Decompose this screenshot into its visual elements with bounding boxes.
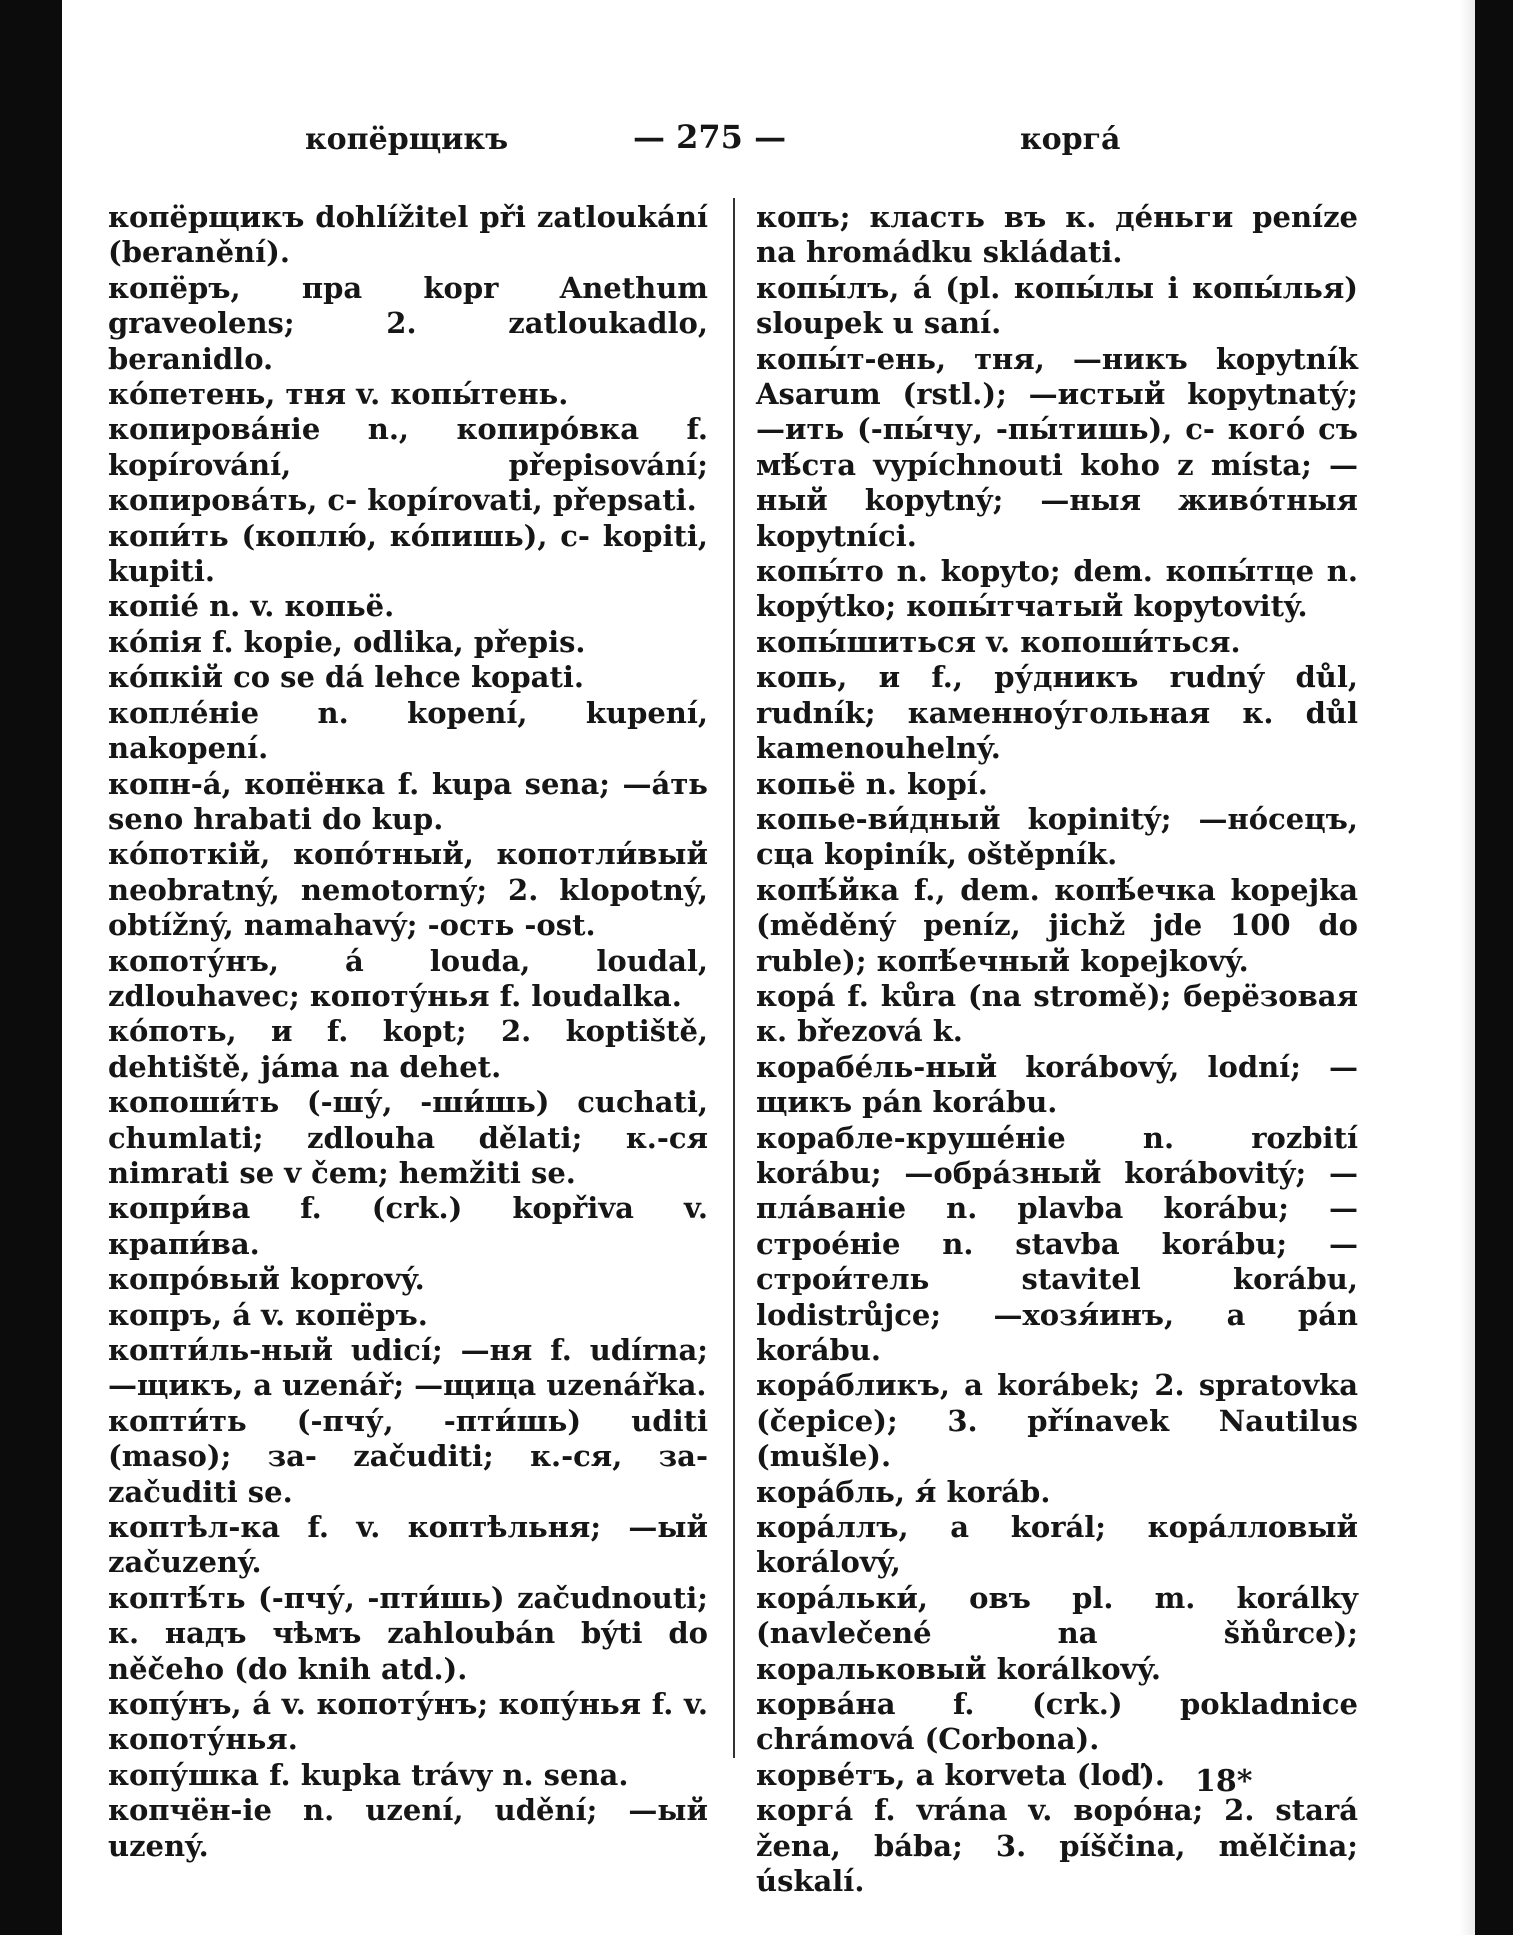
dictionary-entry: копу́нъ, á v. копоту́нъ; копу́нья f. v. копоту́нья. bbox=[108, 1687, 708, 1757]
dictionary-entry: копы́т-ень, тня, —никъ kopytník Asarum (rstl.); —истый kopytnatý; —ить (-пы́чу, -пы́тишь), с- когó съ мѣ́ста vypíchnouti koho z místa; —ный kopytný; —ныя живóтныя kopytníci. bbox=[756, 341, 1358, 553]
dictionary-entry: корабле-крушéніе n. rozbití korábu; —обрáзный korábovitý; —плáваніе n. plavba korábu; —строéніе n. stavba korábu; —строи́тель stavitel korábu, lodistrůjce; —хозя́инъ, a pán korábu. bbox=[756, 1120, 1358, 1367]
column-divider bbox=[733, 198, 735, 1758]
printer-signature-mark: 18* bbox=[1195, 1764, 1253, 1799]
dictionary-entry: копчён-іе n. uzení, udění; —ый uzený. bbox=[108, 1793, 708, 1863]
page-number: — 275 — bbox=[633, 118, 787, 156]
dictionary-entry: коптѣ́ть (-пчу́, -пти́шь) začudnouti; к. надъ чѣмъ zahloubán býti do něčeho (do knih atd.). bbox=[108, 1580, 708, 1686]
dictionary-entry: копу́шка f. kupka trávy n. sena. bbox=[108, 1757, 629, 1792]
dictionary-entry: копье-ви́дный kopinitý; —нóсецъ, сца kopiník, oštěpník. bbox=[756, 801, 1358, 872]
dictionary-entry: копёрщикъ dohlížitel při zatloukání (beranění). bbox=[108, 200, 708, 270]
dictionary-entry: копѣ́йка f., dem. копѣ́ечка kopejka (měděný peníz, jichž jde 100 do ruble); копѣ́ечный kopejkový. bbox=[756, 872, 1358, 978]
dictionary-entry: копь, и f., ру́дникъ rudný důl, rudník; каменноу́гольная к. důl kamenouhelný. bbox=[756, 660, 1358, 766]
dictionary-entry: копьё n. kopí. bbox=[756, 766, 988, 801]
dictionary-entry: копы́то n. kopyto; dem. копы́тце n. kopýtko; копы́тчатый kopytovitý. bbox=[756, 554, 1358, 624]
dictionary-entry: копы́лъ, á (pl. копы́лы i копы́лья) sloupek u saní. bbox=[756, 270, 1358, 341]
dictionary-entry: копъ; класть въ к. дéньги peníze na hromádku skládati. bbox=[756, 200, 1358, 270]
dictionary-entry: корвáна f. (crk.) pokladnice chrámová (Corbona). bbox=[756, 1687, 1358, 1757]
dictionary-entry: корáбль, я́ koráb. bbox=[756, 1474, 1051, 1509]
dictionary-entry: кóпоть, и f. kopt; 2. koptiště, dehtiště, jáma na dehet. bbox=[108, 1014, 708, 1084]
page-header bbox=[108, 118, 1358, 164]
dictionary-entry: корáбликъ, a korábek; 2. spratovka (čepice); 3. přínavek Nautilus (mušle). bbox=[756, 1368, 1358, 1474]
dictionary-entry: коргá f. vrána v. ворóна; 2. stará žena, bába; 3. píščina, mělčina; úskalí. bbox=[756, 1793, 1358, 1899]
dictionary-entry: копы́шиться v. копоши́ться. bbox=[756, 624, 1241, 659]
right-scan-border bbox=[1475, 0, 1513, 1935]
dictionary-entry: корвéтъ, a korveta (loď). bbox=[756, 1757, 1165, 1792]
dictionary-entry: кóпкій co se dá lehce kopati. bbox=[108, 660, 584, 695]
dictionary-entry: корáльки́, овъ pl. m. korálky (navlečené na šňůrce); коральковый korálkový. bbox=[756, 1580, 1358, 1686]
dictionary-entry: копоши́ть (-шу́, -ши́шь) cuchati, chumlati; zdlouha dělati; к.-ся nimrati se v čem; hemžiti se. bbox=[108, 1085, 708, 1190]
dictionary-entry: корá f. kůra (na stromě); берёзовая к. březová k. bbox=[756, 978, 1358, 1049]
dictionary-entry: корáллъ, a korál; корáлловый korálový, bbox=[756, 1510, 1358, 1580]
dictionary-entry: копировáніе n., копирóвка f. kopírování, přepisování; копировáть, с- kopírovati, přepsati. bbox=[108, 412, 708, 518]
dictionary-entry: копн-á, копёнка f. kupa sena; —áть seno hrabati do kup. bbox=[108, 766, 708, 836]
header-left-guide-word: копёрщикъ bbox=[305, 122, 509, 157]
dictionary-entry: копти́ль-ный udicí; —ня f. udírna; —щикъ, a uzenář; —щица uzenářka. bbox=[108, 1333, 708, 1403]
header-right-guide-word: коргá bbox=[1020, 122, 1121, 157]
dictionary-entry: копти́ть (-пчу́, -пти́шь) uditi (maso); за- začuditi; к.-ся, за- začuditi se. bbox=[108, 1403, 708, 1509]
dictionary-entry: копіé n. v. копьё. bbox=[108, 589, 395, 624]
dictionary-entry: кóпетень, тня v. копы́тень. bbox=[108, 377, 569, 412]
dictionary-entry: кóпоткій, копóтный, копотли́вый neobratný, nemotorný; 2. klopotný, obtížný, namahavý; -ость -ost. bbox=[108, 837, 708, 943]
dictionary-entry: копрóвый koprový. bbox=[108, 1262, 425, 1297]
dictionary-entry: копръ, á v. копёръ. bbox=[108, 1297, 428, 1332]
right-column bbox=[756, 200, 1358, 1900]
dictionary-entry: копи́ть (коплю́, кóпишь), с- kopiti, kupiti. bbox=[108, 518, 708, 589]
dictionary-entry: коптѣл-ка f. v. коптѣльня; —ый začuzený. bbox=[108, 1510, 708, 1580]
dictionary-entry: корабéль-ный korábový, lodní; —щикъ pán korábu. bbox=[756, 1049, 1358, 1120]
left-column bbox=[108, 200, 708, 1864]
dictionary-entry: копоту́нъ, á louda, loudal, zdlouhavec; копоту́нья f. loudalka. bbox=[108, 943, 708, 1013]
dictionary-entry: кóпія f. kopie, odlika, přepis. bbox=[108, 624, 586, 659]
dictionary-entry: копри́ва f. (crk.) kopřiva v. крапи́ва. bbox=[108, 1191, 708, 1261]
left-scan-border bbox=[0, 0, 62, 1935]
dictionary-entry: копёръ, пра kopr Anethum graveolens; 2. zatloukadlo, beranidlo. bbox=[108, 270, 708, 376]
page-edge-shadow bbox=[1460, 0, 1475, 1935]
dictionary-entry: коплéніе n. kopení, kupení, nakopení. bbox=[108, 695, 708, 766]
